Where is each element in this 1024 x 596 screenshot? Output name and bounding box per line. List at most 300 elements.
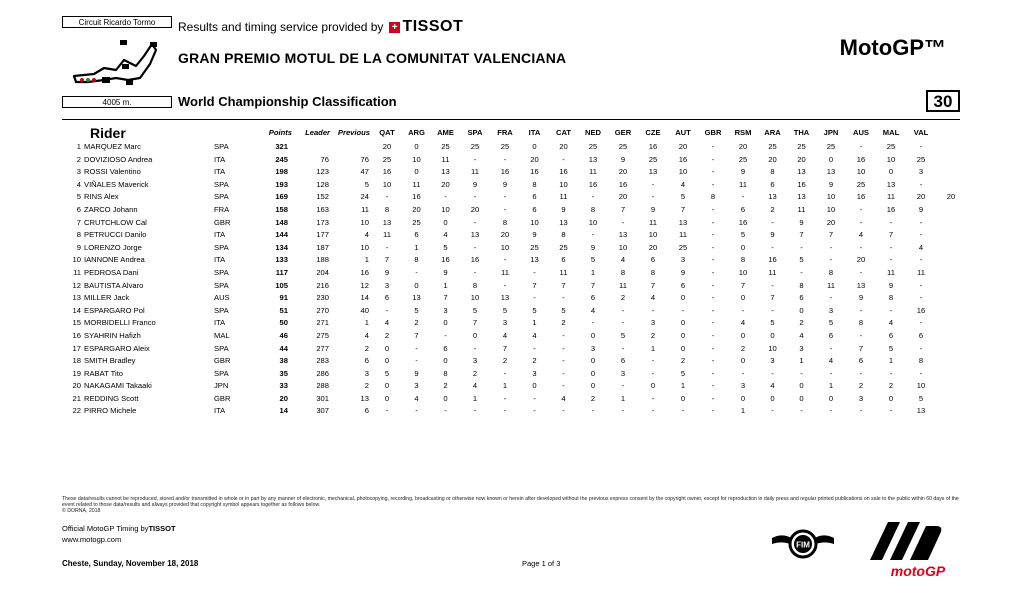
race-points-cell: -: [591, 406, 595, 416]
race-points-cell: 8: [918, 356, 924, 366]
race-points-cell: 9: [770, 230, 775, 240]
race-points-cell: 8: [502, 217, 508, 227]
race-points-cell: 16: [500, 167, 510, 177]
points-cell: 117: [275, 267, 288, 277]
rider-name-cell: MORBIDELLI Franco: [84, 318, 156, 328]
race-points-cell: 7: [650, 280, 656, 290]
table-row: [62, 141, 966, 154]
points-cell: 169: [275, 192, 288, 202]
race-points-cell: -: [503, 280, 507, 290]
race-points-cell: 1: [472, 393, 478, 403]
race-points-cell: -: [919, 179, 923, 189]
race-points-cell: 10: [530, 217, 539, 227]
race-points-cell: -: [889, 406, 893, 416]
standings-body: [62, 141, 966, 418]
race-points-cell: 0: [414, 280, 419, 290]
race-points-cell: 4: [384, 318, 390, 328]
race-header-ita: ITA: [528, 128, 541, 138]
points-cell: 14: [279, 406, 288, 416]
race-points-cell: 3: [384, 280, 390, 290]
rider-header: Rider: [90, 125, 126, 141]
race-points-cell: 11: [559, 192, 568, 202]
race-points-cell: 4: [918, 242, 924, 252]
race-points-cell: 1: [590, 267, 596, 277]
race-points-cell: 25: [412, 217, 421, 227]
race-points-cell: 8: [650, 267, 656, 277]
race-header-cze: CZE: [645, 128, 661, 138]
rider-name-cell: MARQUEZ Marc: [84, 142, 141, 151]
previous-gap-cell: [332, 141, 372, 154]
circuit-map-icon: [64, 30, 170, 92]
official-brand: TISSOT: [148, 524, 176, 533]
race-points-cell: 16: [856, 192, 866, 202]
race-points-cell: 4: [443, 230, 448, 240]
race-points-cell: 20: [412, 204, 421, 214]
race-points-cell: -: [415, 406, 418, 416]
race-points-cell: 16: [382, 167, 392, 177]
race-points-cell: 11: [797, 204, 806, 214]
race-points-cell: 16: [886, 204, 896, 214]
nation-cell: GBR: [214, 356, 231, 366]
rider-name-cell: NAKAGAMI Takaaki: [84, 381, 152, 391]
race-points-cell: 7: [888, 230, 894, 240]
race-points-cell: -: [859, 142, 863, 151]
position-cell: 2: [76, 154, 81, 164]
race-points-cell: -: [771, 280, 774, 290]
race-points-cell: 20: [530, 154, 539, 164]
race-points-cell: 8: [414, 255, 419, 265]
race-points-cell: 20: [618, 167, 628, 177]
race-points-cell: 0: [680, 393, 686, 403]
race-points-cell: -: [473, 406, 477, 416]
race-points-cell: 13: [768, 192, 777, 202]
copyright-text: © DORNA, 2018: [62, 508, 101, 515]
race-points-cell: 3: [799, 343, 804, 353]
race-points-cell: -: [651, 368, 655, 378]
race-points-cell: 7: [680, 204, 686, 214]
race-points-cell: 6: [828, 330, 834, 340]
race-points-cell: 20: [648, 242, 658, 252]
table-row: [62, 330, 966, 343]
race-points-cell: -: [859, 204, 863, 214]
race-header-tha: THA: [793, 128, 810, 138]
points-cell: 46: [279, 330, 288, 340]
race-points-cell: 11: [887, 192, 895, 202]
race-points-cell: 9: [590, 242, 596, 252]
race-points-cell: -: [562, 343, 565, 353]
race-points-cell: 10: [441, 204, 450, 214]
race-points-cell: -: [741, 192, 745, 202]
position-cell: 21: [72, 393, 81, 403]
race-points-cell: 13: [470, 230, 480, 240]
race-points-cell: 2: [561, 318, 566, 328]
race-points-cell: 11: [619, 280, 627, 290]
race-points-cell: -: [919, 318, 923, 328]
race-points-cell: 25: [470, 142, 480, 151]
race-points-cell: 2: [650, 330, 656, 340]
race-points-cell: 2: [680, 356, 686, 366]
position-cell: 20: [72, 381, 81, 391]
previous-gap-cell: 3: [364, 368, 369, 378]
points-cell: 321: [275, 142, 288, 151]
race-header-aut: AUT: [675, 128, 691, 138]
race-points-cell: 4: [740, 318, 746, 328]
race-points-cell: -: [711, 318, 715, 328]
race-points-cell: 3: [472, 356, 478, 366]
race-points-cell: 7: [502, 343, 508, 353]
rider-name-cell: ZARCO Johann: [84, 204, 138, 214]
race-points-cell: 2: [502, 356, 508, 366]
points-cell: 148: [275, 217, 288, 227]
race-points-cell: 5: [918, 393, 924, 403]
points-cell: 91: [279, 293, 288, 303]
race-points-cell: 6: [858, 356, 864, 366]
race-points-cell: 2: [740, 343, 746, 353]
race-points-cell: 0: [590, 330, 596, 340]
race-points-cell: 0: [650, 381, 656, 391]
race-points-cell: -: [591, 230, 595, 240]
race-points-cell: -: [503, 406, 507, 416]
race-points-cell: 4: [799, 330, 804, 340]
race-points-cell: 6: [590, 293, 596, 303]
race-points-cell: 16: [470, 255, 480, 265]
race-points-cell: 1: [443, 280, 448, 290]
race-points-cell: 4: [561, 393, 566, 403]
leader-gap-cell: 270: [316, 305, 329, 315]
race-points-cell: -: [859, 305, 863, 315]
position-cell: 10: [72, 255, 81, 265]
race-points-cell: 9: [650, 204, 656, 214]
table-header-row: [62, 124, 966, 141]
race-points-cell: 10: [738, 267, 748, 277]
race-points-cell: -: [711, 167, 715, 177]
race-points-cell: 6: [532, 204, 537, 214]
race-points-cell: 0: [472, 330, 478, 340]
nation-cell: ITA: [214, 406, 226, 416]
previous-gap-cell: 10: [360, 217, 369, 227]
race-points-cell: 10: [588, 217, 598, 227]
race-points-cell: 20: [946, 192, 956, 202]
fim-logo-text: FIM: [796, 540, 810, 550]
race-points-cell: 5: [502, 305, 508, 315]
points-cell: 144: [275, 230, 288, 240]
leader-gap-cell: 173: [316, 217, 329, 227]
race-points-cell: 13: [797, 192, 806, 202]
race-points-cell: 7: [590, 280, 596, 290]
race-points-cell: 6: [799, 293, 804, 303]
race-points-cell: -: [711, 368, 715, 378]
rider-name-cell: SYAHRIN Hafizh: [84, 330, 141, 340]
leader-gap-cell: 177: [316, 230, 329, 240]
race-points-cell: 0: [680, 343, 686, 353]
leader-gap-cell: 271: [316, 318, 329, 328]
race-points-cell: 0: [384, 381, 390, 391]
race-points-cell: 4: [650, 293, 656, 303]
race-points-cell: 25: [916, 154, 926, 164]
race-points-cell: -: [591, 192, 595, 202]
leader-gap-cell: 275: [316, 330, 329, 340]
race-points-cell: 6: [414, 230, 419, 240]
nation-cell: SPA: [214, 142, 229, 151]
race-header-qat: QAT: [379, 128, 395, 138]
race-points-cell: 0: [384, 356, 390, 366]
table-row: [62, 191, 966, 204]
official-prefix: Official MotoGP Timing by: [62, 524, 149, 533]
race-points-cell: -: [859, 330, 863, 340]
race-points-cell: 11: [827, 280, 835, 290]
table-row: [62, 380, 966, 393]
brand-title: MotoGP™: [839, 35, 946, 60]
race-points-cell: 3: [740, 381, 746, 391]
race-points-cell: 7: [384, 255, 390, 265]
table-row: [62, 393, 966, 406]
nation-cell: ITA: [214, 255, 226, 265]
race-points-cell: 10: [618, 242, 628, 252]
points-cell: 44: [279, 343, 288, 353]
previous-gap-cell: 4: [364, 330, 369, 340]
race-points-cell: 10: [412, 154, 421, 164]
position-cell: 19: [72, 368, 81, 378]
race-points-cell: -: [621, 217, 625, 227]
race-points-cell: 16: [618, 179, 628, 189]
nation-cell: SPA: [214, 343, 229, 353]
race-points-cell: -: [591, 318, 595, 328]
race-points-cell: 9: [414, 368, 419, 378]
race-points-cell: 11: [412, 179, 421, 189]
race-header-aus: AUS: [852, 128, 870, 138]
race-points-cell: 7: [828, 230, 834, 240]
race-points-cell: 16: [559, 167, 568, 177]
race-points-cell: 2: [620, 293, 626, 303]
points-cell: 20: [279, 393, 288, 403]
race-points-cell: 1: [650, 343, 656, 353]
race-points-cell: 13: [500, 293, 510, 303]
header-divider: [62, 119, 960, 120]
position-cell: 16: [72, 330, 81, 340]
race-points-cell: 13: [886, 179, 896, 189]
race-points-cell: -: [651, 305, 655, 315]
race-points-cell: -: [771, 305, 774, 315]
race-points-cell: 0: [740, 393, 746, 403]
race-points-cell: 25: [441, 142, 450, 151]
race-header-fra: FRA: [497, 128, 513, 138]
race-points-cell: -: [800, 267, 803, 277]
race-points-cell: 0: [590, 368, 596, 378]
race-points-cell: 6: [443, 343, 448, 353]
race-points-cell: 10: [648, 230, 658, 240]
race-points-cell: 4: [888, 318, 894, 328]
race-points-cell: 1: [502, 381, 508, 391]
race-points-cell: 16: [412, 192, 421, 202]
race-points-cell: 20: [856, 255, 866, 265]
race-points-cell: 11: [768, 267, 777, 277]
race-points-cell: 10: [678, 167, 688, 177]
race-points-cell: 16: [588, 179, 598, 189]
table-row: [62, 204, 966, 217]
race-points-cell: 8: [590, 204, 596, 214]
rider-name-cell: DOVIZIOSO Andrea: [84, 154, 153, 164]
race-points-cell: 16: [916, 305, 926, 315]
race-points-cell: 13: [588, 154, 598, 164]
race-points-cell: 3: [650, 318, 656, 328]
race-points-cell: -: [533, 343, 536, 353]
race-points-cell: 0: [532, 381, 537, 391]
nation-cell: SPA: [214, 179, 229, 189]
tissot-cross-icon: +: [389, 22, 400, 33]
race-points-cell: 3: [680, 255, 686, 265]
race-points-cell: -: [771, 406, 774, 416]
race-points-cell: -: [771, 368, 774, 378]
race-points-cell: 6: [384, 293, 390, 303]
race-points-cell: 9: [858, 293, 864, 303]
race-points-cell: 10: [768, 343, 777, 353]
position-cell: 17: [72, 343, 81, 353]
previous-gap-cell: 6: [364, 406, 369, 416]
rider-name-cell: PETRUCCI Danilo: [84, 230, 147, 240]
race-points-cell: -: [919, 280, 923, 290]
race-points-cell: -: [473, 267, 477, 277]
race-points-cell: -: [711, 330, 715, 340]
race-header-rsm: RSM: [734, 128, 752, 138]
rider-name-cell: REDDING Scott: [84, 393, 139, 403]
race-points-cell: -: [711, 179, 715, 189]
race-points-cell: 4: [770, 381, 775, 391]
race-points-cell: -: [711, 230, 715, 240]
rider-name-cell: ROSSI Valentino: [84, 167, 141, 177]
race-points-cell: -: [621, 305, 625, 315]
race-points-cell: 5: [384, 368, 390, 378]
nation-cell: MAL: [214, 330, 230, 340]
race-points-cell: -: [889, 242, 893, 252]
race-points-cell: -: [711, 305, 715, 315]
previous-gap-cell: 10: [360, 242, 369, 252]
position-cell: 14: [72, 305, 81, 315]
race-points-cell: 10: [826, 192, 836, 202]
race-points-cell: -: [771, 217, 774, 227]
race-points-cell: 2: [770, 204, 775, 214]
race-points-cell: 11: [383, 230, 391, 240]
race-points-cell: 11: [739, 179, 747, 189]
rider-name-cell: RINS Alex: [84, 192, 119, 202]
leader-gap-cell: 216: [316, 280, 329, 290]
race-points-cell: 7: [740, 280, 746, 290]
race-points-cell: -: [741, 305, 745, 315]
leader-gap-cell: 277: [316, 343, 329, 353]
race-points-cell: -: [711, 204, 715, 214]
race-points-cell: 25: [530, 242, 539, 252]
table-row: [62, 242, 966, 255]
race-points-cell: 11: [441, 154, 450, 164]
race-points-cell: 2: [532, 356, 537, 366]
race-points-cell: 3: [828, 305, 834, 315]
rider-name-cell: LORENZO Jorge: [84, 242, 142, 252]
race-points-cell: -: [889, 368, 893, 378]
race-points-cell: -: [533, 267, 536, 277]
race-points-cell: 9: [918, 204, 924, 214]
race-points-cell: 20: [916, 192, 926, 202]
race-points-cell: 3: [770, 356, 775, 366]
race-points-cell: -: [503, 393, 507, 403]
table-row: [62, 254, 966, 267]
race-points-cell: -: [503, 192, 507, 202]
race-points-cell: 0: [414, 167, 419, 177]
race-points-cell: 4: [502, 330, 508, 340]
race-points-cell: -: [651, 406, 655, 416]
tissot-logo-text: TISSOT: [402, 18, 464, 35]
rider-name-cell: RABAT Tito: [84, 368, 123, 378]
leader-gap-cell: 76: [320, 154, 329, 164]
race-points-cell: 5: [561, 305, 566, 315]
race-points-cell: 20: [797, 154, 806, 164]
race-points-cell: -: [711, 280, 715, 290]
tissot-logo: [389, 18, 463, 36]
points-cell: 51: [279, 305, 288, 315]
race-points-cell: 6: [650, 255, 656, 265]
race-header-spa: SPA: [467, 128, 483, 138]
race-points-cell: -: [385, 305, 389, 315]
rider-name-cell: CRUTCHLOW Cal: [84, 217, 147, 227]
position-cell: 12: [72, 280, 81, 290]
race-points-cell: 16: [678, 154, 688, 164]
previous-gap-cell: 1: [364, 255, 369, 265]
race-points-cell: 3: [502, 318, 508, 328]
fim-logo-icon: [770, 524, 836, 564]
race-points-cell: 10: [559, 179, 568, 189]
table-row: [62, 229, 966, 242]
previous-gap-cell: 1: [364, 318, 369, 328]
nation-cell: SPA: [214, 368, 229, 378]
race-points-cell: -: [533, 406, 536, 416]
rider-name-cell: PIRRO Michele: [84, 406, 137, 416]
race-points-cell: 2: [443, 381, 448, 391]
points-cell: 134: [275, 242, 288, 252]
race-points-cell: 0: [828, 393, 834, 403]
points-cell: 33: [279, 381, 288, 391]
race-points-cell: 0: [740, 356, 746, 366]
race-header-arg: ARG: [408, 128, 425, 138]
race-points-cell: -: [800, 406, 803, 416]
race-points-cell: 6: [532, 192, 537, 202]
race-points-cell: 25: [678, 242, 688, 252]
race-points-cell: 10: [856, 167, 866, 177]
race-points-cell: 5: [680, 368, 686, 378]
race-points-cell: -: [473, 343, 477, 353]
race-points-cell: -: [889, 217, 893, 227]
race-header-ger: GER: [614, 128, 632, 138]
race-points-cell: 3: [532, 368, 537, 378]
race-points-cell: 0: [680, 293, 686, 303]
race-points-cell: 8: [443, 368, 448, 378]
race-points-cell: -: [741, 368, 745, 378]
race-points-cell: -: [621, 318, 625, 328]
race-points-cell: 6: [561, 255, 566, 265]
race-points-cell: 8: [620, 267, 626, 277]
race-points-cell: -: [711, 356, 715, 366]
race-points-cell: 5: [414, 305, 419, 315]
nation-cell: SPA: [214, 280, 229, 290]
race-points-cell: 13: [648, 167, 658, 177]
race-points-cell: 7: [414, 330, 419, 340]
race-points-cell: 20: [826, 217, 836, 227]
race-points-cell: -: [444, 406, 447, 416]
race-points-cell: 9: [828, 179, 834, 189]
previous-gap-cell: 12: [360, 280, 369, 290]
race-points-cell: 25: [618, 142, 628, 151]
position-cell: 11: [73, 267, 81, 277]
race-points-cell: 4: [472, 381, 478, 391]
previous-gap-cell: 16: [360, 267, 369, 277]
race-points-cell: 10: [382, 179, 392, 189]
